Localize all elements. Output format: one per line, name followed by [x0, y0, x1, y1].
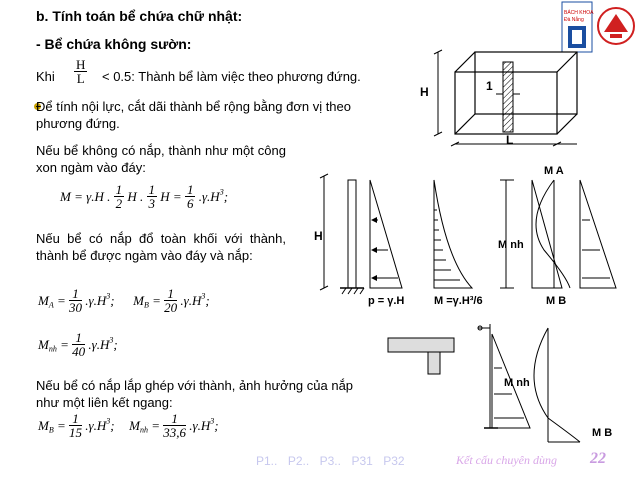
- eq1-mid-1: H .: [127, 189, 144, 204]
- ratio-condition: < 0.5: Thành bể làm việc theo phương đứng.: [102, 69, 361, 84]
- moment-diagrams-upper: [300, 160, 638, 320]
- box-unit-label: 1: [486, 79, 493, 93]
- eq2-ma-num: 1: [69, 287, 82, 301]
- eq4-mb-tail: .γ.H: [85, 418, 107, 433]
- eq4-mnh-num: 1: [163, 412, 186, 426]
- ratio-prefix: Khi: [36, 69, 55, 84]
- pressure-label: p = γ.H: [368, 295, 405, 307]
- eq4-mnh: M: [129, 418, 140, 433]
- paragraph-precast-lid: Nếu bể có nắp lắp ghép với thành, ảnh hưởng của nắp như một liên kết ngang:: [36, 378, 354, 410]
- eq2-mb: M: [133, 293, 144, 308]
- eq2-ma: M: [38, 293, 49, 308]
- eq4-mnh-sub: nh: [139, 425, 148, 435]
- eq3-den: 40: [72, 344, 86, 359]
- eq4-mnh-end: ;: [214, 418, 219, 433]
- eq2-ma-sub: A: [48, 300, 54, 310]
- eq3-sub: nh: [48, 344, 57, 354]
- eq1-frac-2: [147, 183, 158, 211]
- eq3-exp: 3: [109, 335, 114, 345]
- pressure-triangle: [370, 180, 402, 288]
- page-number: 22: [590, 450, 606, 467]
- box-h-label: H: [420, 85, 429, 99]
- box-l-label: L: [506, 133, 514, 147]
- eq1-f2-num: 1: [148, 182, 156, 197]
- eq1-frac-1: [114, 183, 125, 211]
- equation-precast: $M_B$ = $\frac{1}{15}$ $.\gamma.H^3$; $M_{nh}$ = $\frac{1}{33,6}$ $.\gamma.H^3$;: [38, 411, 219, 440]
- logo-line-1: BÁCH KHOA: [564, 10, 594, 16]
- eq1-f1-num: 1: [115, 182, 123, 197]
- eq3-num: 1: [72, 331, 85, 345]
- nav-link-p1[interactable]: P1..: [256, 454, 278, 468]
- nav-link-p31[interactable]: P31: [351, 454, 373, 468]
- paragraph-strip-method: Để tính nội lực, cắt dãi thành bể rộng bằng đơn vị theo phương đứng.: [36, 99, 351, 131]
- eq1-exp: 3: [219, 187, 224, 197]
- equation-mnh: $M_{nh}$ = $\frac{1}{40}$ $.\gamma.H^3$;: [38, 330, 118, 359]
- cantilever-moment-label: M =γ.H³/6: [434, 295, 483, 307]
- eq1-mid-2: H =: [160, 189, 182, 204]
- eq4-mnh-exp: 3: [210, 416, 215, 426]
- eq2-ma-end: ;: [110, 293, 115, 308]
- eq3-end: ;: [113, 337, 118, 352]
- eq2-mb-den: 20: [164, 300, 178, 315]
- pressure-triangle-3: [580, 180, 616, 288]
- ratio-denominator: L: [76, 71, 85, 86]
- eq2-mb-num: 1: [164, 287, 177, 301]
- eq2-mb-frac: [164, 287, 177, 315]
- footer-nav: [256, 452, 411, 470]
- paragraph-cantilever: Nếu bể không có nắp, thành như một công xon ngàm vào đáy:: [36, 143, 286, 175]
- eq4-mb-frac: [69, 412, 82, 440]
- eq4-mnh-frac: [163, 412, 186, 440]
- lid-slab: [388, 338, 454, 352]
- eq1-lhs: M = γ.H .: [60, 189, 111, 204]
- precast-moment-curve: [534, 328, 580, 442]
- eq4-mb: M: [38, 418, 49, 433]
- unit-strip: [503, 62, 513, 132]
- moment-diagrams-lower: [380, 318, 638, 453]
- mnh-label: M nh: [498, 239, 524, 251]
- footer-title: Kết cấu chuyên dùng: [456, 453, 557, 467]
- ratio-numerator: H: [76, 57, 86, 72]
- pressure-triangle-2: [532, 180, 562, 288]
- eq1-f1-den: 2: [115, 196, 123, 211]
- nav-link-p2[interactable]: P2..: [287, 454, 310, 468]
- ma-label: M A: [544, 165, 564, 177]
- diagram-h-label: H: [314, 229, 323, 243]
- cantilever-moment-shape: [434, 180, 472, 288]
- eq4-mnh-den: 33,6: [163, 425, 186, 440]
- eq4-mb-den: 15: [69, 425, 83, 440]
- paragraph-monolithic-lid: Nếu bể có nắp đổ toàn khối với thành, thành bể được ngàm vào đáy và nắp:: [36, 231, 286, 263]
- eq2-mb-tail: .γ.H: [180, 293, 202, 308]
- eq2-ma-tail: .γ.H: [85, 293, 107, 308]
- eq1-f2-den: 3: [148, 196, 156, 211]
- wall-strip: [348, 180, 356, 288]
- eq4-mb-exp: 3: [106, 416, 111, 426]
- eq4-mb-end: ;: [110, 418, 115, 433]
- eq2-mb-end: ;: [205, 293, 210, 308]
- section-heading: b. Tính toán bể chứa chữ nhật:: [36, 8, 243, 24]
- fixed-moment-curve: [536, 180, 570, 288]
- equation-cantilever: [60, 183, 228, 211]
- ratio-line: [36, 58, 426, 94]
- eq4-mb-sub: B: [48, 425, 54, 435]
- eq1-end: ;: [223, 189, 229, 204]
- eq2-ma-frac: [69, 287, 82, 315]
- ratio-fraction: [74, 58, 87, 86]
- mb-label: M B: [546, 295, 567, 307]
- logo-line-2: Đà Nẵng: [564, 17, 584, 23]
- mnh-label-2: M nh: [504, 377, 530, 389]
- eq2-mb-exp: 3: [201, 291, 206, 301]
- eq1-frac-3: [185, 183, 196, 211]
- mb-label-2: M B: [592, 427, 613, 439]
- wall-top: [428, 352, 440, 374]
- eq1-f3-den: 6: [186, 196, 194, 211]
- nav-link-p3[interactable]: P3..: [319, 454, 341, 468]
- subsection-heading: - Bể chứa không sườn:: [36, 36, 192, 52]
- eq1-f3-num: 1: [186, 182, 194, 197]
- eq2-ma-exp: 3: [106, 291, 111, 301]
- equation-ma-mb: $M_A$ = $\frac{1}{30}$ $.\gamma.H^3$; $M_B$ = $\frac{1}{20}$ $.\gamma.H^3$;: [38, 286, 210, 315]
- nav-link-p32[interactable]: P32: [383, 454, 405, 468]
- eq1-tail: .γ.H: [198, 189, 220, 204]
- eq3-m: M: [38, 337, 49, 352]
- eq4-mnh-tail: .γ.H: [189, 418, 211, 433]
- eq4-mb-num: 1: [69, 412, 82, 426]
- eq2-mb-sub: B: [143, 300, 149, 310]
- tank-box-diagram: [420, 40, 590, 150]
- eq2-ma-den: 30: [69, 300, 83, 315]
- eq3-tail: .γ.H: [88, 337, 110, 352]
- eq3-frac: [72, 331, 85, 359]
